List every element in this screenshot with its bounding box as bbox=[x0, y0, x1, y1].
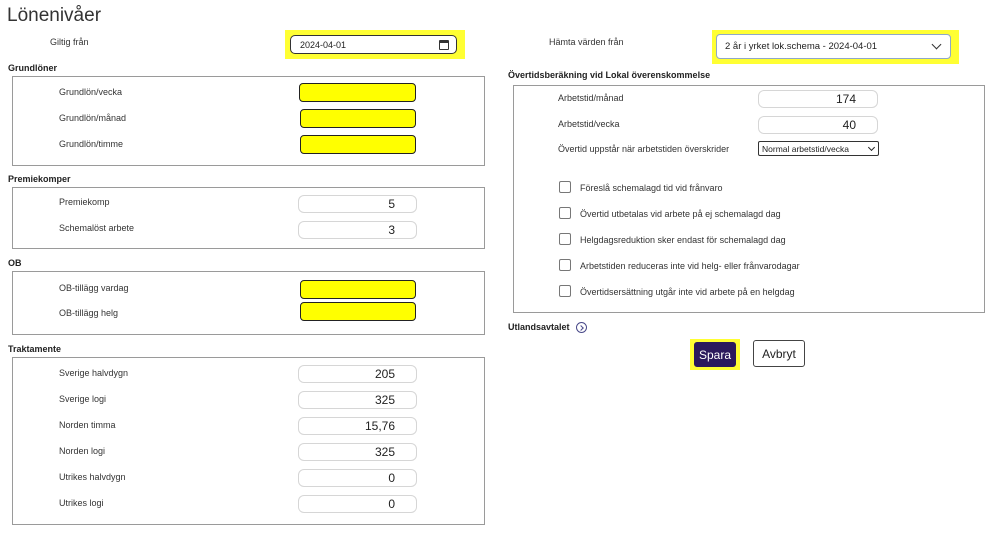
fetch-values-value: 2 år i yrket lok.schema - 2024-04-01 bbox=[725, 41, 878, 52]
overtid-uppstar-label: Övertid uppstår när arbetstiden överskrider bbox=[558, 144, 730, 154]
ob-helg-label: OB-tillägg helg bbox=[59, 308, 119, 318]
chevron-right-circle-icon[interactable] bbox=[576, 322, 587, 333]
overtid-heading: Övertidsberäkning vid Lokal överenskommelse bbox=[508, 70, 711, 80]
arbetstid-manad-label: Arbetstid/månad bbox=[558, 93, 624, 103]
utrikes-logi-input[interactable]: 0 bbox=[298, 495, 417, 513]
ob-helg-input[interactable] bbox=[300, 302, 416, 321]
norden-timma-label: Norden timma bbox=[59, 420, 116, 430]
arbetstid-vecka-label: Arbetstid/vecka bbox=[558, 119, 620, 129]
grundlon-vecka-input[interactable] bbox=[299, 83, 416, 102]
valid-from-label: Giltig från bbox=[50, 37, 89, 47]
fetch-values-label: Hämta värden från bbox=[549, 37, 624, 47]
cancel-button[interactable]: Avbryt bbox=[753, 340, 805, 367]
sverige-logi-label: Sverige logi bbox=[59, 394, 107, 404]
grundloner-heading: Grundlöner bbox=[8, 63, 57, 73]
norden-logi-input[interactable]: 325 bbox=[298, 443, 417, 461]
checkbox-foresla-schemalagd-label: Föreslå schemalagd tid vid frånvaro bbox=[580, 183, 723, 193]
ob-heading: OB bbox=[8, 258, 22, 268]
overtid-uppstar-value: Normal arbetstid/vecka bbox=[762, 143, 849, 154]
grundlon-timme-input[interactable] bbox=[300, 135, 416, 154]
sverige-logi-input[interactable]: 325 bbox=[298, 391, 417, 409]
fetch-values-select[interactable] bbox=[716, 34, 951, 59]
grundlon-vecka-label: Grundlön/vecka bbox=[59, 87, 123, 97]
premiekomp-label: Premiekomp bbox=[59, 197, 110, 207]
arbetstid-manad-input[interactable]: 174 bbox=[758, 90, 878, 108]
ob-vardag-label: OB-tillägg vardag bbox=[59, 283, 129, 293]
utrikes-halvdygn-label: Utrikes halvdygn bbox=[59, 472, 126, 482]
valid-from-date-input[interactable] bbox=[290, 35, 457, 54]
checkbox-overtidsersattning-label: Övertidsersättning utgår inte vid arbete på en helgdag bbox=[580, 287, 795, 297]
utlandsavtalet-label: Utlandsavtalet bbox=[508, 322, 570, 332]
checkbox-helgdagsreduktion-label: Helgdagsreduktion sker endast för schemalagd dag bbox=[580, 235, 786, 245]
valid-from-value: 2024-04-01 bbox=[300, 39, 347, 50]
checkbox-helgdagsreduktion[interactable] bbox=[559, 233, 571, 245]
overtid-uppstar-select[interactable] bbox=[758, 141, 879, 156]
grundlon-timme-label: Grundlön/timme bbox=[59, 139, 124, 149]
sverige-halvdygn-label: Sverige halvdygn bbox=[59, 368, 129, 378]
checkbox-overtidsersattning[interactable] bbox=[559, 285, 571, 297]
calendar-icon[interactable] bbox=[439, 40, 449, 50]
schemalost-arbete-input[interactable]: 3 bbox=[298, 221, 417, 239]
checkbox-arbetstiden-reduceras-label: Arbetstiden reduceras inte vid helg- eller frånvarodagar bbox=[580, 261, 800, 271]
utrikes-halvdygn-input[interactable]: 0 bbox=[298, 469, 417, 487]
arbetstid-vecka-input[interactable]: 40 bbox=[758, 116, 878, 134]
ob-vardag-input[interactable] bbox=[300, 280, 416, 299]
grundlon-manad-input[interactable] bbox=[300, 109, 416, 128]
premiekomp-input[interactable]: 5 bbox=[298, 195, 417, 213]
sverige-halvdygn-input[interactable]: 205 bbox=[298, 365, 417, 383]
checkbox-overtid-utbetalas-label: Övertid utbetalas vid arbete på ej schemalagd dag bbox=[580, 209, 781, 219]
traktamente-heading: Traktamente bbox=[8, 344, 62, 354]
save-button[interactable]: Spara bbox=[694, 342, 736, 367]
checkbox-overtid-utbetalas[interactable] bbox=[559, 207, 571, 219]
utrikes-logi-label: Utrikes logi bbox=[59, 498, 104, 508]
premiekomper-heading: Premiekomper bbox=[8, 174, 71, 184]
chevron-down-icon bbox=[932, 40, 942, 50]
chevron-down-icon bbox=[868, 143, 875, 150]
schemalost-arbete-label: Schemalöst arbete bbox=[59, 223, 135, 233]
checkbox-foresla-schemalagd[interactable] bbox=[559, 181, 571, 193]
norden-logi-label: Norden logi bbox=[59, 446, 106, 456]
checkbox-arbetstiden-reduceras[interactable] bbox=[559, 259, 571, 271]
grundlon-manad-label: Grundlön/månad bbox=[59, 113, 127, 123]
page-title: Lönenivåer bbox=[7, 5, 102, 26]
norden-timma-input[interactable]: 15,76 bbox=[298, 417, 417, 435]
